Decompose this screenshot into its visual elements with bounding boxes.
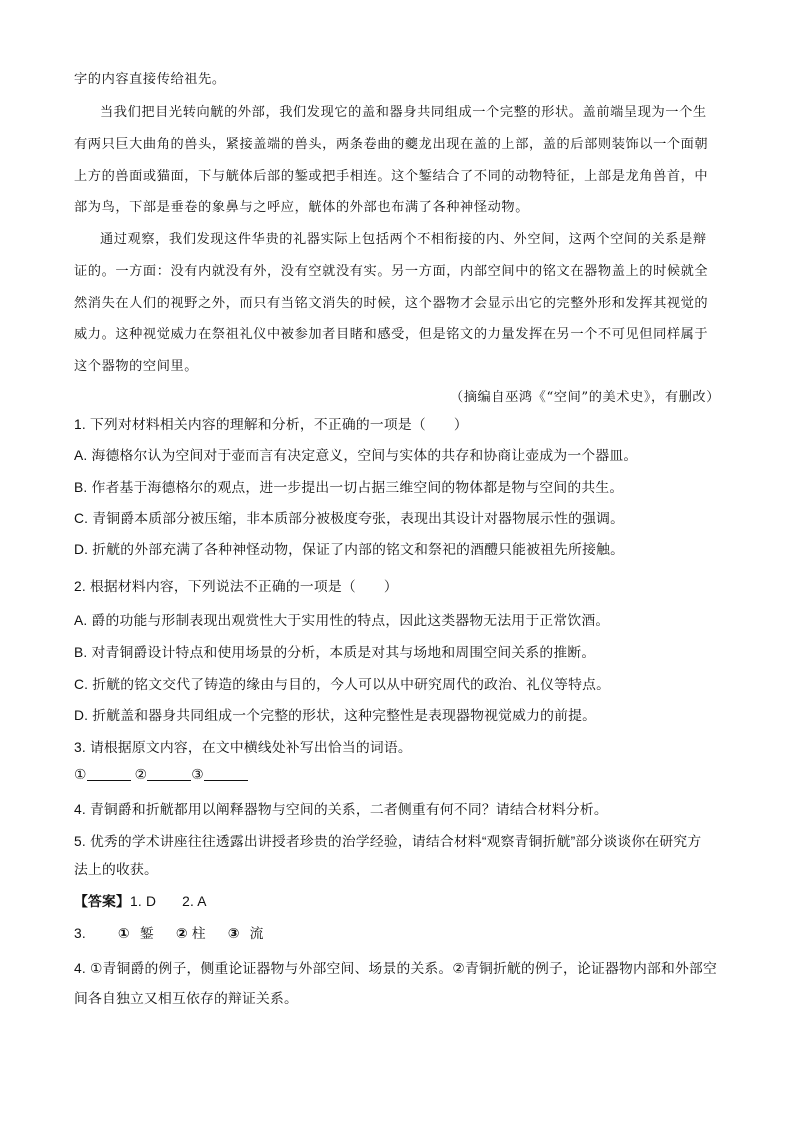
passage-line: 证的。一方面：没有内就没有外，没有空就没有实。另一方面，内部空间中的铭文在器物盖上的时候就全	[74, 264, 709, 279]
passage-line: 当我们把目光转向觥的外部，我们发现它的盖和器身共同组成一个完整的形状。盖前端呈现为一个生	[100, 105, 707, 120]
answer-tag: 【答案】	[74, 894, 130, 909]
answer-3-marker-1: ①	[117, 926, 130, 941]
question-1-option-a: A. 海德格尔认为空间对于壶而言有决定意义，空间与实体的共存和协商让壶成为一个器皿。	[74, 448, 638, 463]
answer-blank-2	[147, 766, 191, 781]
answer-1: 1. D	[130, 894, 157, 909]
question-5-stem-line-2: 法上的收获。	[74, 862, 158, 877]
answer-row-3	[74, 922, 264, 942]
blank-marker-2: ②	[134, 767, 148, 782]
passage-line: 威力。这种视觉威力在祭祖礼仪中被参加者目睹和感受，但是铭文的力量发挥在另一个不可见但同样属于	[74, 327, 709, 342]
answer-3-word-1: 錾	[139, 926, 154, 941]
answer-blank-3	[204, 766, 248, 781]
question-1-stem: 1. 下列对材料相关内容的理解和分析，不正确的一项是（ ）	[74, 417, 468, 432]
question-1-option-b: B. 作者基于海德格尔的观点，进一步提出一切占据三维空间的物体都是物与空间的共生。	[74, 480, 624, 495]
question-4-stem: 4. 青铜爵和折觥都用以阐释器物与空间的关系，二者侧重有何不同？请结合材料分析。	[74, 802, 608, 817]
passage-line: 字的内容直接传给祖先。	[74, 72, 226, 87]
answer-3-marker-2: ②	[175, 926, 188, 941]
question-2-option-d: D. 折觥盖和器身共同组成一个完整的形状，这种完整性是表现器物视觉威力的前提。	[74, 708, 597, 723]
blank-marker-3: ③	[191, 767, 204, 782]
passage-line: 部为鸟，下部是垂卷的象鼻与之呼应，觥体的外部也布满了各种神怪动物。	[74, 200, 529, 215]
question-5-stem-line-1: 5. 优秀的学术讲座往往透露出讲授者珍贵的治学经验，请结合材料“观察青铜折觥”部分谈谈你在研究方	[74, 834, 702, 849]
answer-3-word-2: 柱	[191, 926, 206, 941]
question-2-option-a: A. 爵的功能与形制表现出观赏性大于实用性的特点，因此这类器物无法用于正常饮酒。	[74, 613, 610, 628]
question-2-stem: 2. 根据材料内容，下列说法不正确的一项是（ ）	[74, 579, 398, 594]
question-3-blanks	[74, 766, 248, 783]
question-1-option-d: D. 折觥的外部充满了各种神怪动物，保证了内部的铭文和祭祀的酒醴只能被祖先所接触。	[74, 542, 625, 557]
question-2-option-c: C. 折觥的铭文交代了铸造的缘由与目的，今人可以从中研究周代的政治、礼仪等特点。	[74, 677, 611, 692]
question-1-option-c: C. 青铜爵本质部分被压缩，非本质部分被极度夸张，表现出其设计对器物展示性的强调。	[74, 511, 625, 526]
answer-4-line-1: 4. ①青铜爵的例子，侧重论证器物与外部空间、场景的关系。②青铜折觥的例子，论证器物内部和外部空	[74, 961, 717, 976]
answer-3-number: 3.	[74, 926, 86, 941]
passage-line: 这个器物的空间里。	[74, 359, 199, 374]
source-citation: （摘编自巫鸿《“空间”的美术史》，有删改）	[449, 390, 720, 405]
passage-line: 有两只巨大曲角的兽头，紧接盖端的兽头，两条卷曲的夔龙出现在盖的上部，盖的后部则装饰以一个面朝	[74, 137, 709, 152]
passage-line: 然消失在人们的视野之外，而只有当铭文消失的时候，这个器物才会显示出它的完整外形和发挥其视觉的	[74, 296, 709, 311]
answer-4-line-2: 间各自独立又相互依存的辩证关系。	[74, 991, 298, 1006]
answer-3-word-3: 流	[249, 926, 264, 941]
answer-row-1	[74, 890, 207, 910]
answer-2: 2. A	[182, 894, 207, 909]
question-2-option-b: B. 对青铜爵设计特点和使用场景的分析，本质是对其与场地和周围空间关系的推断。	[74, 645, 596, 660]
blank-marker-1: ①	[74, 767, 87, 782]
answer-3-marker-3: ③	[227, 926, 240, 941]
answer-blank-1	[87, 766, 131, 781]
passage-line: 上方的兽面或猫面，下与觥体后部的錾或把手相连。这个錾结合了不同的动物特征，上部是龙角兽首，中	[74, 169, 709, 184]
passage-line: 通过观察，我们发现这件华贵的礼器实际上包括两个不相衔接的内、外空间，这两个空间的关系是辩	[100, 232, 707, 247]
question-3-stem: 3. 请根据原文内容，在文中横线处补写出恰当的词语。	[74, 740, 412, 755]
